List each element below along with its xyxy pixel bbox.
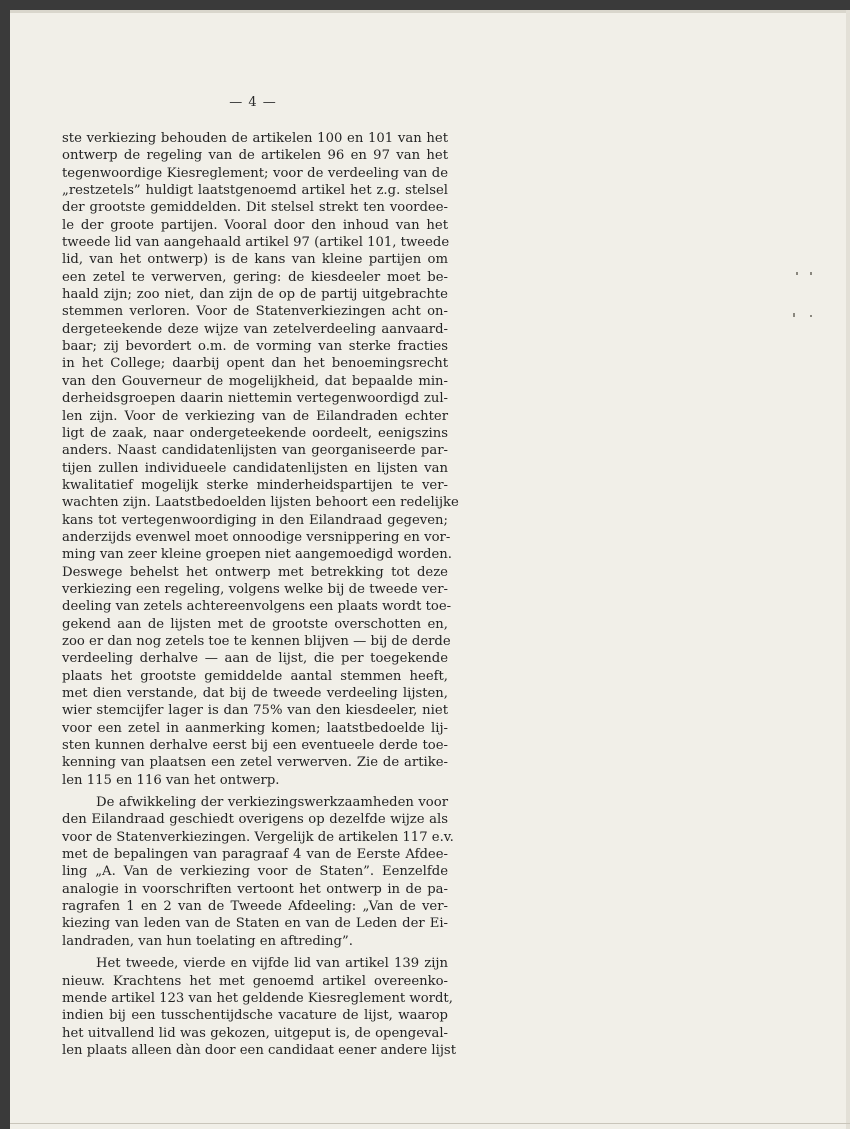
margin-speck xyxy=(810,315,812,317)
text-line: voor een zetel in aanmerking komen; laatstbedoelde lij- xyxy=(62,720,448,736)
text-line: met de bepalingen van paragraaf 4 van de Eerste Afdee- xyxy=(62,847,448,863)
text-line: len plaats alleen dàn door een candidaat eener andere lijst xyxy=(62,1042,456,1058)
text-line: een zetel te verwerven, gering: de kiesdeeler moet be- xyxy=(62,269,448,285)
text-line: in het College; daarbij opent dan het benoemingsrecht xyxy=(62,356,448,372)
text-line: kwalitatief mogelijk sterke minderheidspartijen te ver- xyxy=(62,477,448,493)
text-line: tegenwoordige Kiesreglement; voor de verdeeling van de xyxy=(62,165,448,181)
text-line: len zijn. Voor de verkiezing van de Eilandraden echter xyxy=(62,408,448,424)
text-line: baar; zij bevordert o.m. de vorming van sterke fracties xyxy=(62,339,448,355)
text-line: den Eilandraad geschiedt overigens op dezelfde wijze als xyxy=(62,812,448,828)
text-line: kans tot vertegenwoordiging in den Eilandraad gegeven; xyxy=(62,512,448,528)
text-line: kiezing van leden van de Staten en van de Leden der Ei- xyxy=(62,916,448,932)
text-line: wachten zijn. Laatstbedoelden lijsten behoort een redelijke xyxy=(62,495,459,511)
text-line: haald zijn; zoo niet, dan zijn de op de partij uitgebrachte xyxy=(62,287,448,303)
margin-speck xyxy=(793,313,795,317)
text-line: kenning van plaatsen een zetel verwerven. Zie de artike- xyxy=(62,755,448,771)
text-line: met dien verstande, dat bij de tweede verdeeling lijsten, xyxy=(62,686,448,701)
text-line: ligt de zaak, naar ondergeteekende oordeelt, eenigszins xyxy=(62,425,448,441)
text-line: verdeeling derhalve — aan de lijst, die per toegekende xyxy=(62,651,448,667)
page-right-edge xyxy=(846,10,850,1129)
text-line: indien bij een tusschentijdsche vacature de lijst, waarop xyxy=(62,1008,448,1024)
text-line: len 115 en 116 van het ontwerp. xyxy=(62,772,280,788)
document-page xyxy=(10,10,850,1129)
body-text xyxy=(62,130,459,1059)
text-line: gekend aan de lijsten met de grootste overschotten en, xyxy=(62,616,448,632)
page-number: — 4 — xyxy=(229,95,277,110)
text-line: ming van zeer kleine groepen niet aangemoedigd worden. xyxy=(62,547,452,563)
text-line: anders. Naast candidatenlijsten van georganiseerde par- xyxy=(62,443,448,459)
text-line: tweede lid van aangehaald artikel 97 (artikel 101, tweede xyxy=(62,235,450,251)
text-line: ling „A. Van de verkiezing voor de Staten”. Eenzelfde xyxy=(62,864,448,880)
text-line: plaats het grootste gemiddelde aantal stemmen heeft, xyxy=(62,668,448,684)
text-line: zoo er dan nog zetels toe te kennen blijven — bij de derde xyxy=(62,633,451,649)
page-top-edge xyxy=(10,10,850,13)
text-line: tijen zullen individueele candidatenlijsten en lijsten van xyxy=(62,460,448,476)
text-line: ragrafen 1 en 2 van de Tweede Afdeeling: „Van de ver- xyxy=(62,899,448,915)
text-line: lid, van het ontwerp) is de kans van kleine partijen om xyxy=(62,252,448,268)
text-line: Deswege behelst het ontwerp met betrekking tot deze xyxy=(62,564,448,580)
text-line: anderzijds evenwel moet onnoodige versnippering en vor- xyxy=(62,529,451,545)
text-line: verkiezing een regeling, volgens welke bij de tweede ver- xyxy=(62,581,448,597)
text-line: stemmen verloren. Voor de Statenverkiezingen acht on- xyxy=(62,304,448,320)
text-line: nieuw. Krachtens het met genoemd artikel overeenko- xyxy=(62,973,448,989)
text-line: ontwerp de regeling van de artikelen 96 en 97 van het xyxy=(62,148,448,164)
text-line: dergeteekende deze wijze van zetelverdeeling aanvaard- xyxy=(62,321,448,337)
margin-speck xyxy=(796,272,798,275)
text-line: het uitvallend lid was gekozen, uitgeput is, de opengeval- xyxy=(62,1025,448,1041)
text-line: der grootste gemiddelden. Dit stelsel strekt ten voordee- xyxy=(62,200,448,216)
text-line: landraden, van hun toelating en aftreding”. xyxy=(62,933,353,949)
text-line: voor de Statenverkiezingen. Vergelijk de artikelen 117 e.v. xyxy=(62,829,454,845)
text-line: „restzetels” huldigt laatstgenoemd artikel het z.g. stelsel xyxy=(62,183,448,199)
text-line: le der groote partijen. Vooral door den inhoud van het xyxy=(62,217,448,233)
text-line: Het tweede, vierde en vijfde lid van artikel 139 zijn xyxy=(96,956,448,972)
text-line: analogie in voorschriften vertoont het ontwerp in de pa- xyxy=(62,881,448,897)
text-line: ste verkiezing behouden de artikelen 100 en 101 van het xyxy=(62,131,448,146)
text-line: sten kunnen derhalve eerst bij een eventueele derde toe- xyxy=(62,738,448,754)
paragraph xyxy=(62,794,454,950)
paragraph xyxy=(62,130,459,789)
text-line: derheidsgroepen daarin niettemin vertegenwoordigd zul- xyxy=(62,391,448,407)
text-line: deeling van zetels achtereenvolgens een plaats wordt toe- xyxy=(62,599,452,615)
text-line: mende artikel 123 van het geldende Kiesreglement wordt, xyxy=(62,990,453,1006)
text-line: wier stemcijfer lager is dan 75% van den kiesdeeler, niet xyxy=(62,703,448,719)
text-line: van den Gouverneur de mogelijkheid, dat bepaalde min- xyxy=(62,373,448,389)
paragraph xyxy=(62,955,456,1059)
text-line: De afwikkeling der verkiezingswerkzaamheden voor xyxy=(96,795,448,811)
margin-speck xyxy=(810,272,812,275)
page-bottom-fold xyxy=(10,1123,850,1124)
